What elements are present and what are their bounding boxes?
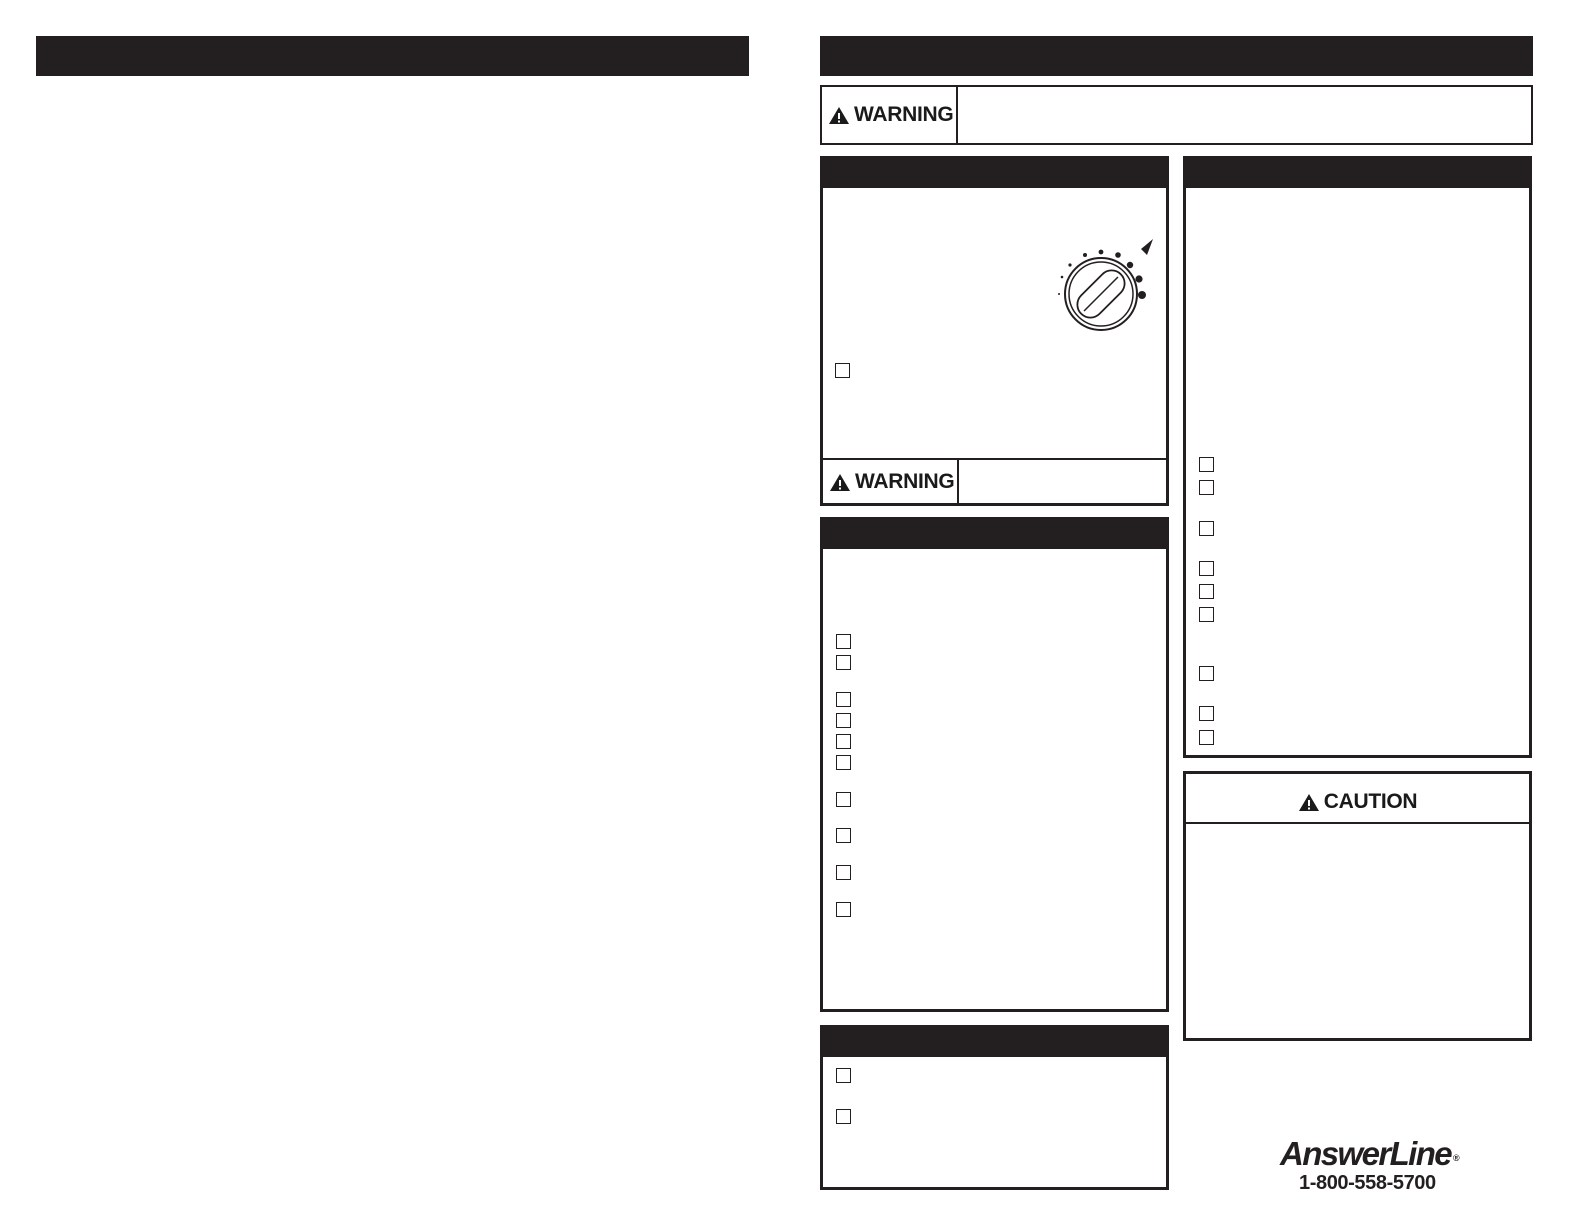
checklist-box-right — [1183, 156, 1532, 758]
answerline-phone: 1-800-558-5700 — [1299, 1172, 1436, 1194]
checklist-box-left — [820, 517, 1169, 1012]
checkbox-icon[interactable] — [1199, 480, 1214, 495]
checklist-box-bottom-header — [823, 1028, 1166, 1057]
checkbox-icon[interactable] — [836, 1109, 851, 1124]
checkbox-icon[interactable] — [836, 828, 851, 843]
left-page-header-bar — [36, 36, 749, 76]
checklist-box-right-header — [1186, 159, 1529, 188]
temperature-dial-icon — [1055, 237, 1155, 337]
checkbox-icon[interactable] — [1199, 706, 1214, 721]
answerline-logo — [1280, 1136, 1480, 1196]
dial-warning-divider — [957, 459, 959, 504]
dial-warning-label — [829, 460, 954, 504]
checkbox-icon[interactable] — [836, 734, 851, 749]
checkbox-icon[interactable] — [836, 1068, 851, 1083]
checkbox-icon[interactable] — [836, 865, 851, 880]
right-page-header-bar — [820, 36, 1533, 76]
answerline-registered-mark: ® — [1453, 1153, 1459, 1163]
warning-triangle-icon — [829, 473, 851, 492]
dial-settings-header — [823, 159, 1166, 188]
top-warning-text: WARNING — [854, 103, 954, 126]
top-warning-banner — [820, 85, 1533, 145]
checklist-box-left-header — [823, 520, 1166, 549]
checkbox-icon[interactable] — [1199, 521, 1214, 536]
caution-box — [1183, 771, 1532, 1041]
warning-triangle-icon — [828, 106, 850, 125]
checkbox-icon[interactable] — [835, 363, 850, 378]
checkbox-icon[interactable] — [1199, 457, 1214, 472]
dial-warning-text: WARNING — [855, 470, 955, 493]
checkbox-icon[interactable] — [1199, 730, 1214, 745]
checkbox-icon[interactable] — [1199, 607, 1214, 622]
checkbox-icon[interactable] — [836, 655, 851, 670]
checkbox-icon[interactable] — [836, 902, 851, 917]
checkbox-icon[interactable] — [1199, 666, 1214, 681]
checkbox-icon[interactable] — [836, 792, 851, 807]
top-warning-label — [828, 87, 953, 143]
checkbox-icon[interactable] — [836, 692, 851, 707]
caution-divider — [1186, 822, 1529, 824]
warning-triangle-icon — [1298, 793, 1320, 812]
caution-text: CAUTION — [1323, 790, 1418, 813]
dial-settings-box — [820, 156, 1169, 506]
top-warning-divider — [956, 87, 958, 143]
answerline-brand-text: AnswerLine — [1280, 1135, 1452, 1172]
answerline-brand — [1280, 1135, 1459, 1172]
checkbox-icon[interactable] — [836, 713, 851, 728]
checkbox-icon[interactable] — [836, 755, 851, 770]
checkbox-icon[interactable] — [1199, 584, 1214, 599]
checkbox-icon[interactable] — [1199, 561, 1214, 576]
caution-label — [1186, 780, 1529, 824]
checklist-box-bottom — [820, 1025, 1169, 1190]
checkbox-icon[interactable] — [836, 634, 851, 649]
